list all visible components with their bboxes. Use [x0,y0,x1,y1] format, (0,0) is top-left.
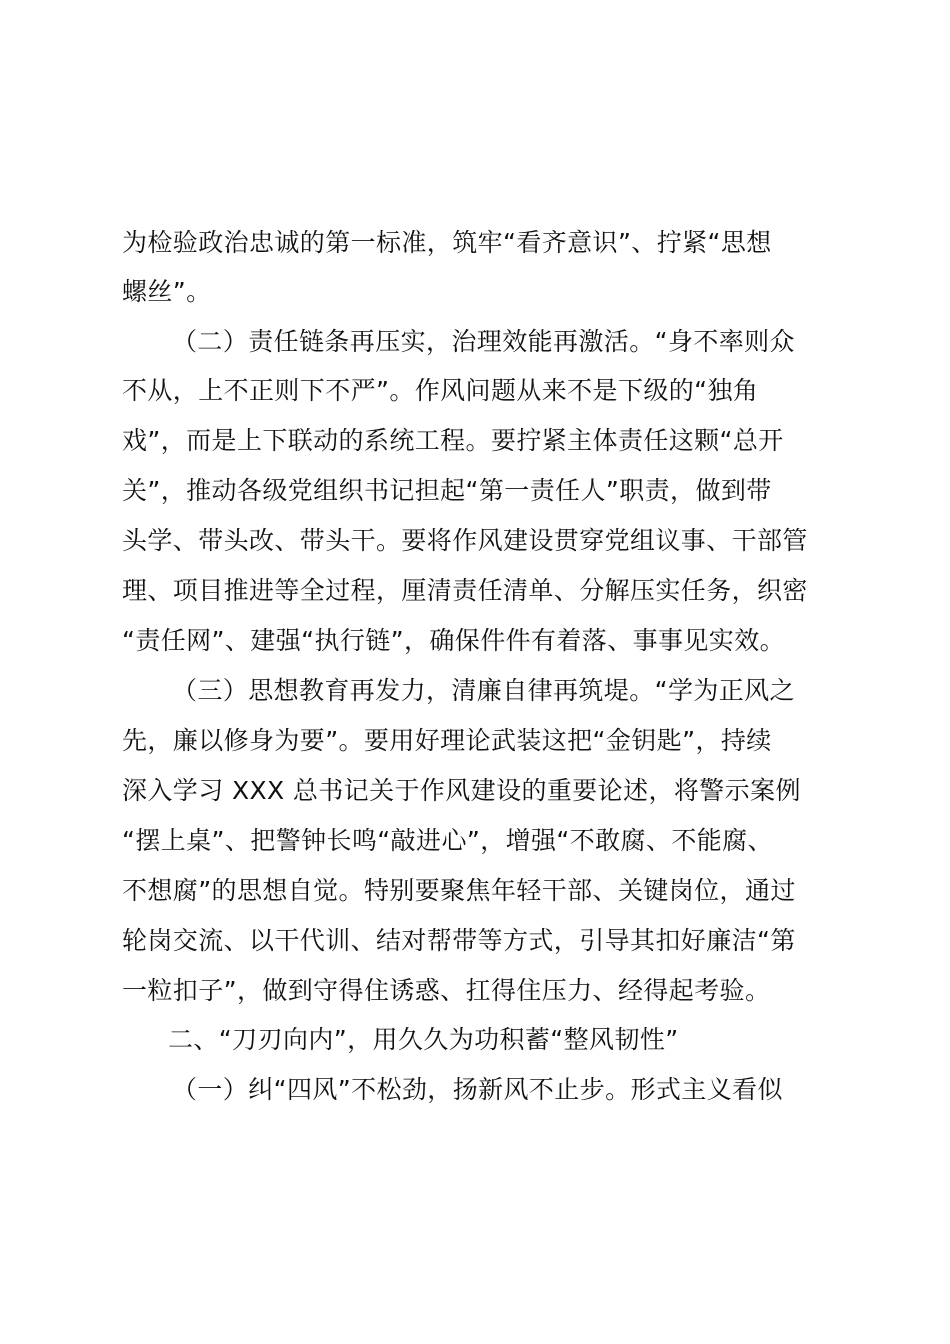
text-line-14: 不想腐”的思想自觉。特别要聚焦年轻干部、关键岗位，通过 [122,876,796,905]
text-line-1: 为检验政治忠诚的第一标准，筑牢“看齐意识”、拧紧“思想 [122,228,772,257]
text-line-15: 轮岗交流、以干代训、结对帮带等方式，引导其扣好廉洁“第 [122,926,796,955]
text-line-9: “责任网”、建强“执行链”，确保件件有着落、事事见实效。 [122,626,786,655]
chapter-heading-2: 二、“刀刃向内”，用久久为功积蓄“整风韧性” [168,1025,679,1054]
section-heading-2: （二）责任链条再压实，治理效能再激活。“身不率则众 [172,327,795,356]
text-line-16: 一粒扣子”，做到守得住诱惑、扛得住压力、经得起考验。 [122,976,771,1005]
text-line-6: 关”，推动各级党组织书记担起“第一责任人”职责，做到带 [122,476,772,505]
text-line-7: 头学、带头改、带头干。要将作风建设贯穿党组议事、干部管 [122,526,808,555]
text-line-2: 螺丝”。 [122,277,212,306]
section-heading-2-1: （一）纠“四风”不松劲，扬新风不止步。形式主义看似 [172,1075,783,1104]
text-line-11: 先，廉以修身为要”。要用好理论武装这把“金钥匙”，持续 [122,726,772,755]
text-line-12: 深入学习 XXX 总书记关于作风建设的重要论述，将警示案例 [122,776,801,805]
section-heading-3: （三）思想教育再发力，清廉自律再筑堤。“学为正风之 [172,676,795,705]
text-line-5: 戏”，而是上下联动的系统工程。要拧紧主体责任这颗“总开 [122,426,784,455]
text-line-13: “摆上桌”、把警钟长鸣“敲进心”，增强“不敢腐、不能腐、 [122,826,773,855]
text-line-8: 理、项目推进等全过程，厘清责任清单、分解压实任务，织密 [122,576,808,605]
text-line-4: 不从，上不正则下不严”。作风问题从来不是下级的“独角 [122,376,759,405]
